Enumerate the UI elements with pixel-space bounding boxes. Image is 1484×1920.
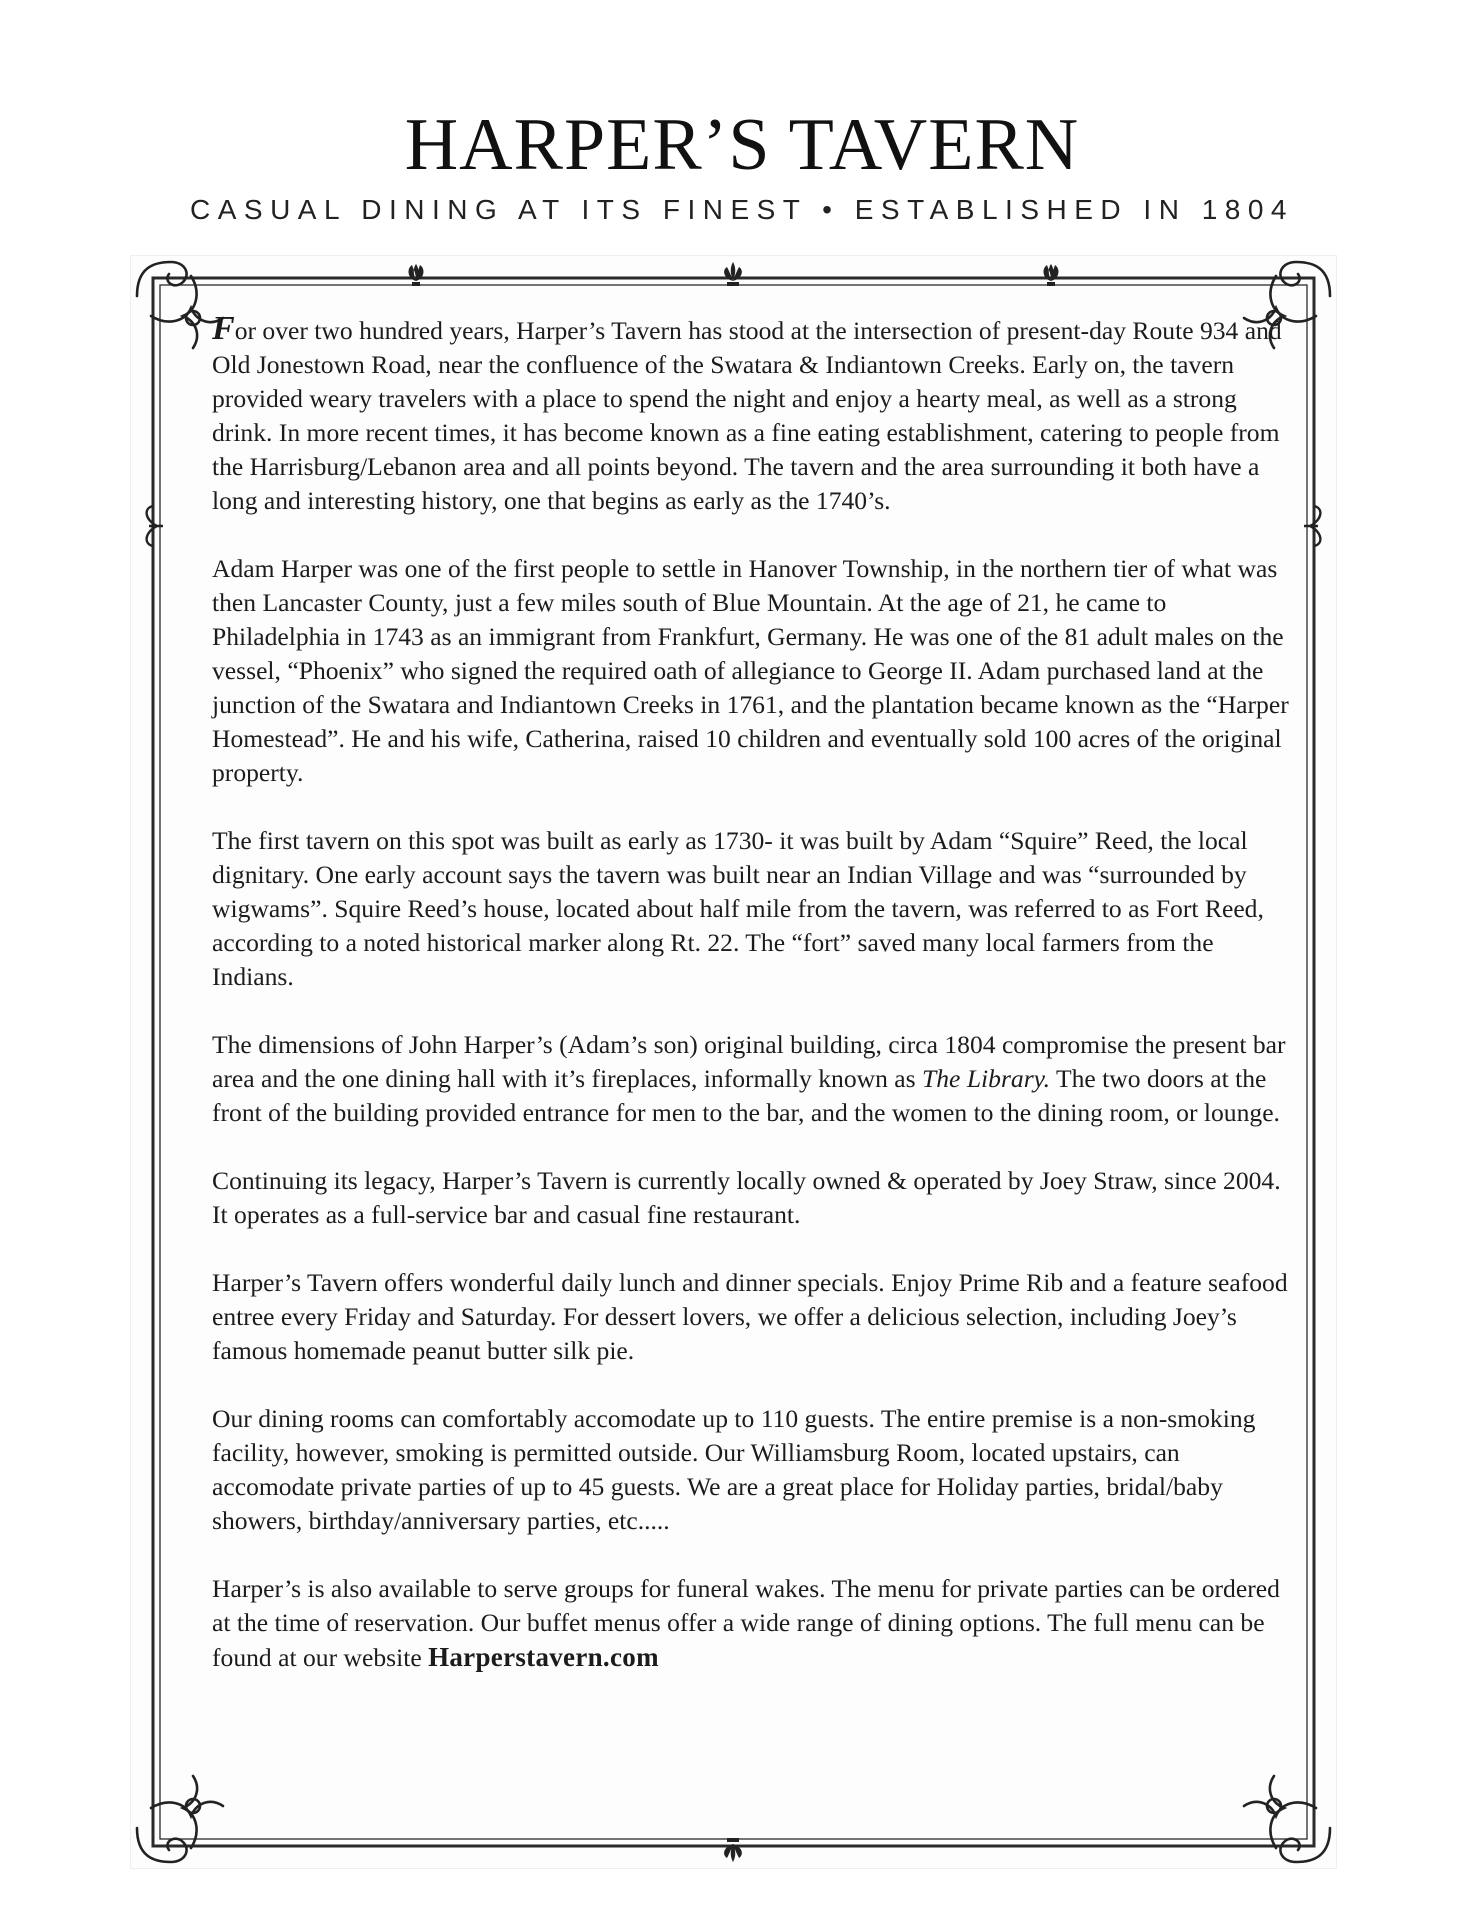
paragraph-history-intro — [212, 312, 1292, 518]
corner-ornament-icon — [1244, 1776, 1330, 1862]
fleur-ornament-icon — [724, 1838, 742, 1862]
page-subtitle: CASUAL DINING AT ITS FINEST • ESTABLISHED IN 1804 — [190, 194, 1294, 225]
paragraph-text: Harper’s is also available to serve groups for funeral wakes. The menu for private parties can be ordered at the time of reservation. Our buffet menus offer a wide range of dining options. The full menu can be found at our website — [212, 1574, 1280, 1672]
paragraph-text: The dimensions of John Harper’s (Adam’s son) original building, circa 1804 compromise the present bar area and the one dining hall with it’s fireplaces, informally known as — [212, 1030, 1286, 1093]
drop-cap: F — [212, 310, 235, 347]
fleur-ornament-icon — [409, 262, 1059, 286]
paragraph-adam-harper: Adam Harper was one of the first people to settle in Hanover Township, in the northern tier of what was then Lancaster County, just a few miles south of Blue Mountain. At the age of 21, he came to Philadelphia in 1743 as an immigrant from Frankfurt, Germany. He was one of the 81 adult males on the vessel, “Phoenix” who signed the required oath of allegiance to George II. Adam purchased land at the junction of the Swatara and Indiantown Creeks in 1761, and the plantation became known as the “Harper Homestead”. He and his wife, Catherina, raised 10 children and eventually sold 100 acres of the original property. — [212, 554, 1289, 787]
paragraph-specials: Harper’s Tavern offers wonderful daily lunch and dinner specials. Enjoy Prime Rib and a feature seafood entree every Friday and Saturday. For dessert lovers, we offer a delicious selection, including Joey’s famous homemade peanut butter silk pie. — [212, 1268, 1288, 1365]
paragraph-dimensions — [212, 1028, 1292, 1130]
paragraph-text: The two doors at the front of the building provided entrance for men to the bar, and the women to the dining room, or lounge. — [212, 1064, 1280, 1127]
paragraph-legacy: Continuing its legacy, Harper’s Tavern is currently locally owned & operated by Joey Straw, since 2004. It operates as a full-service bar and casual fine restaurant. — [212, 1166, 1281, 1229]
paragraph-dining-rooms: Our dining rooms can comfortably accomodate up to 110 guests. The entire premise is a non-smoking facility, however, smoking is permitted outside. Our Williamsburg Room, located upstairs, can accomodate private parties of up to 45 guests. We are a great place for Holiday parties, bridal/baby showers, birthday/anniversary parties, etc..... — [212, 1404, 1256, 1535]
library-name: The Library. — [922, 1064, 1051, 1093]
paragraph-text: or over two hundred years, Harper’s Tavern has stood at the intersection of present-day Route 934 and Old Jonestown Road, near the confluence of the Swatara & Indiantown Creeks. Early on, the tavern provided weary travelers with a place to spend the night and enjoy a hearty meal, as well as a strong drink. In more recent times, it has become known as a fine eating establishment, catering to people from the Harrisburg/Lebanon area and all points beyond. The tavern and the area surrounding it both have a long and interesting history, one that begins as early as the 1740’s. — [212, 316, 1282, 515]
corner-ornament-icon — [137, 262, 223, 348]
paragraph-first-tavern: The first tavern on this spot was built as early as 1730- it was built by Adam “Squire” Reed, the local dignitary. One early account says the tavern was built near an Indian Village and was “surrounded by wigwams”. Squire Reed’s house, located about half mile from the tavern, was referred to as Fort Reed, according to a noted historical marker along Rt. 22. The “fort” saved many local farmers from the Indians. — [212, 826, 1264, 991]
body-text — [212, 312, 1292, 1709]
paragraph-groups — [212, 1572, 1292, 1675]
corner-ornament-icon — [137, 1776, 223, 1862]
page-title: HARPER’S TAVERN — [404, 104, 1080, 186]
website-link[interactable]: Harperstavern.com — [428, 1642, 659, 1672]
